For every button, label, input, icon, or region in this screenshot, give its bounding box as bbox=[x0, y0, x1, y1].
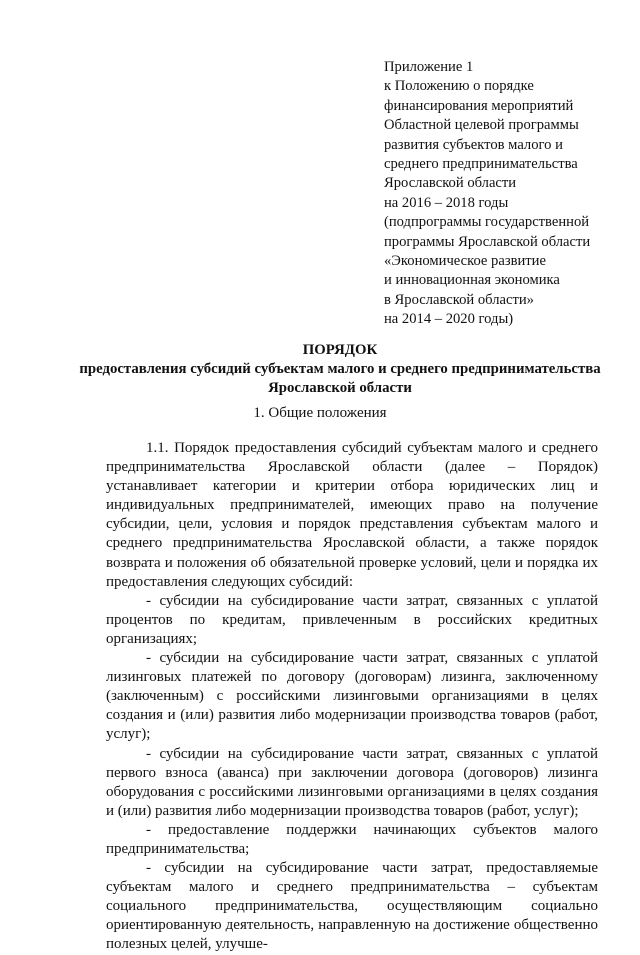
section-heading: 1. Общие положения bbox=[253, 405, 387, 421]
appendix-note bbox=[384, 58, 624, 330]
appendix-line: среднего предпринимательства bbox=[384, 156, 578, 173]
appendix-line: Ярославской области bbox=[384, 175, 517, 192]
appendix-line: «Экономическое развитие bbox=[384, 253, 546, 270]
appendix-line: в Ярославской области» bbox=[384, 291, 534, 308]
paragraph: 1.1. Порядок предоставления субсидий субъектам малого и среднего предпринимательства Ярославской области (далее – Порядок) устанавливает категории и критерии отбора юридических лиц и индивидуальных предпринимателей, имеющих право на получение субсидии, цели, условия и порядок представления субъектам малого и среднего предпринимательства Ярославской области, а также порядок возврата и положения об обязательной проверке условий, цели и порядка их предоставления следующих субсидий: bbox=[106, 440, 598, 590]
appendix-line: финансирования мероприятий bbox=[384, 97, 574, 114]
list-item: - субсидии на субсидирование части затрат, связанных с уплатой процентов по кредитам, привлеченным в российских кредитных организациях; bbox=[106, 592, 598, 647]
appendix-line: Приложение 1 bbox=[384, 59, 474, 75]
list-item: - субсидии на субсидирование части затрат, связанных с уплатой лизинговых платежей по договору (договорам) лизинга, заключенному (заключенным) с российскими лизинговыми организациями в целях создания и (или) развития либо модернизации производства товаров (работ, услуг); bbox=[106, 650, 598, 743]
document-body bbox=[106, 439, 598, 955]
appendix-line: программы Ярославской области bbox=[384, 233, 591, 250]
appendix-line: развития субъектов малого и bbox=[384, 136, 563, 153]
appendix-line: на 2016 – 2018 годы bbox=[384, 194, 509, 211]
appendix-line: Областной целевой программы bbox=[384, 117, 579, 134]
list-item: - субсидии на субсидирование части затрат, предоставляемые субъектам малого и среднего предпринимательства – субъектам социального предпринимательства, осуществляющим социально ориентированную деятельность, направленную на достижение общественно полезных целей, улучше- bbox=[106, 860, 598, 953]
list-item: - субсидии на субсидирование части затрат, связанных с уплатой первого взноса (аванса) при заключении договора (договоров) лизинга оборудования с российскими лизинговыми организациями в целях создания и (или) развития либо модернизации производства товаров (работ, услуг); bbox=[106, 745, 598, 819]
appendix-line: и инновационная экономика bbox=[384, 272, 560, 289]
appendix-line: к Положению о порядке bbox=[384, 78, 534, 95]
document-title: ПОРЯДОК bbox=[302, 342, 378, 358]
appendix-line: (подпрограммы государственной bbox=[384, 214, 590, 231]
document-subtitle: предоставления субсидий субъектам малого и среднего предпринимательства Ярославской области bbox=[79, 361, 601, 396]
list-item: - предоставление поддержки начинающих субъектов малого предпринимательства; bbox=[106, 821, 598, 857]
appendix-line: на 2014 – 2020 годы) bbox=[384, 311, 514, 328]
